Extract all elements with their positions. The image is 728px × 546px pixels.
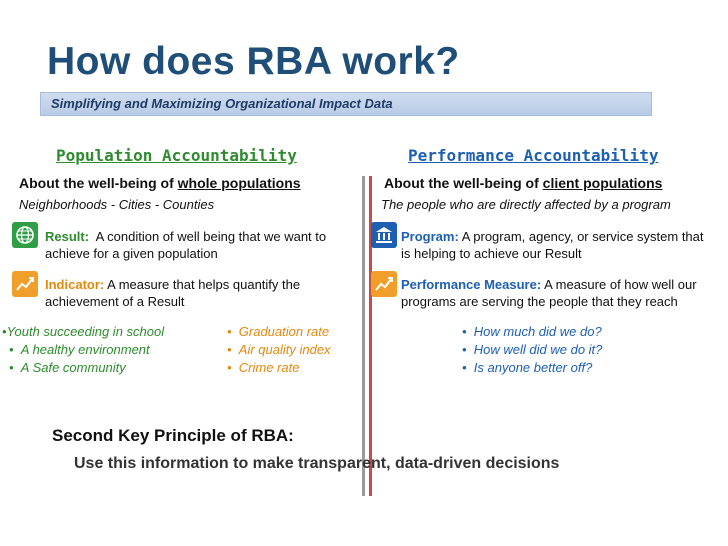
indicator-example-item: • Graduation rate [227, 324, 330, 339]
indicator-label: Indicator: [45, 277, 105, 292]
result-example-text: A healthy environment [20, 342, 150, 357]
population-about-emph: whole populations [177, 175, 301, 191]
program-label: Program: [401, 229, 459, 244]
principle-title: Second Key Principle of RBA: [52, 426, 294, 445]
result-label: Result: [45, 229, 90, 244]
question-text: How much did we do? [473, 324, 602, 339]
principle-text: Use this information to make transparent, data-driven decisions [74, 455, 560, 472]
question-text: How well did we do it? [473, 342, 603, 357]
indicator-example-item: • Crime rate [227, 360, 300, 375]
result-text: A condition of well being that we want to achieve for a given population [45, 229, 327, 261]
population-scope: Neighborhoods - Cities - Counties [19, 197, 215, 212]
performance-measure-text: A measure of how well our programs are serving the people that they reach [401, 277, 697, 309]
indicator-example-text: Air quality index [238, 342, 331, 357]
performance-about-emph: client populations [542, 175, 663, 191]
population-about-prefix: About the well-being of [19, 175, 174, 191]
indicator-example-text: Crime rate [238, 360, 300, 375]
population-about [19, 175, 301, 191]
page-title: How does RBA work? [47, 40, 460, 83]
performance-about [384, 175, 662, 191]
question-item: • Is anyone better off? [462, 360, 593, 375]
question-text: Is anyone better off? [473, 360, 593, 375]
performance-scope: The people who are directly affected by a program [381, 197, 671, 212]
result-definition [45, 228, 345, 262]
performance-about-prefix: About the well-being of [384, 175, 539, 191]
question-item: • How well did we do it? [462, 342, 603, 357]
indicator-text: A measure that helps quantify the achievement of a Result [45, 277, 301, 309]
indicator-example-text: Graduation rate [238, 324, 330, 339]
program-definition [401, 228, 711, 262]
indicator-example-item: • Air quality index [227, 342, 331, 357]
performance-accountability-heading: Performance Accountability [408, 146, 659, 165]
result-example-text: A Safe community [20, 360, 126, 375]
result-example-text: Youth succeeding in school [6, 324, 165, 339]
result-example-item: • A healthy environment [9, 342, 150, 357]
chart-up-icon [12, 271, 38, 297]
result-example-item: •Youth succeeding in school [2, 324, 165, 339]
divider-gray [362, 176, 365, 496]
subtitle-banner [40, 92, 652, 116]
indicator-definition [45, 276, 345, 310]
population-accountability-heading: Population Accountability [56, 146, 297, 165]
chart-up-icon [371, 271, 397, 297]
question-item: • How much did we do? [462, 324, 602, 339]
result-example-item: • A Safe community [9, 360, 126, 375]
program-text: A program, agency, or service system that is helping to achieve our Result [401, 229, 704, 261]
performance-measure-definition [401, 276, 711, 310]
globe-icon [12, 222, 38, 248]
bank-icon [371, 222, 397, 248]
performance-measure-label: Performance Measure: [401, 277, 542, 292]
subtitle: Simplifying and Maximizing Organizational Impact Data [51, 96, 393, 111]
